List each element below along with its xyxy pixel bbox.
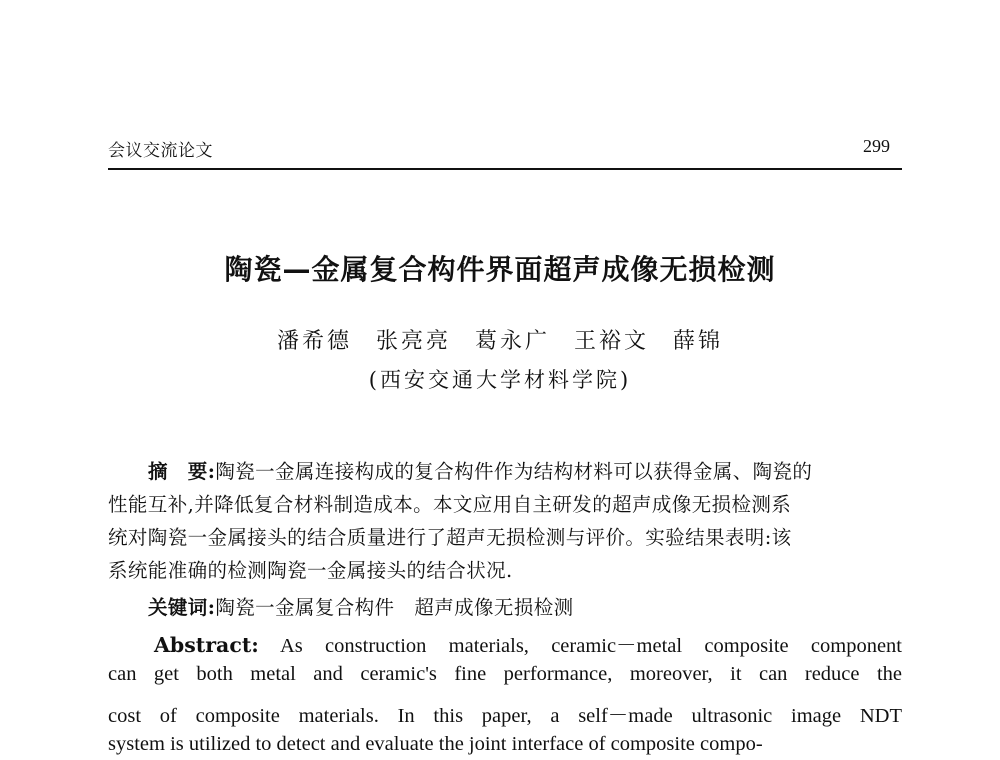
keywords-label: 关键词: — [148, 596, 216, 619]
abstract-cn-line: 系统能准确的检测陶瓷一金属接头的结合状况. — [108, 559, 513, 582]
abstract-cn-label: 摘 要: — [148, 460, 216, 483]
abstract-en-line: cost of composite materials. In this paper, a self－made ultrasonic image NDT — [108, 705, 902, 727]
affiliation: (西安交通大学材料学院) — [368, 368, 632, 392]
author-list: 潘希德 张亮亮 葛永广 王裕文 薛锦 — [277, 329, 723, 354]
abstract-en-line: can get both metal and ceramic's fine performance, moreover, it can reduce the — [108, 663, 902, 685]
header-rule — [108, 168, 902, 170]
running-head — [108, 136, 902, 160]
section-label: 会议交流论文 — [108, 141, 213, 161]
paper-title: 陶瓷—金属复合构件界面超声成像无损检测 — [224, 253, 776, 286]
abstract-cn-line — [108, 456, 902, 484]
abstract-en-line: system is utilized to detect and evaluate the joint interface of composite compo- — [108, 733, 763, 755]
abstract-en-label: Abstract: — [154, 633, 259, 657]
abstract-cn-line: 性能互补,并降低复合材料制造成本。本文应用自主研发的超声成像无损检测系 — [108, 493, 792, 516]
keywords-line — [108, 592, 902, 620]
abstract-cn-line: 统对陶瓷一金属接头的结合质量进行了超声无损检测与评价。实验结果表明:该 — [108, 526, 792, 549]
abstract-en-text: As construction materials, ceramic－metal composite component — [280, 635, 902, 657]
abstract-en-line — [108, 628, 902, 658]
keywords-text: 陶瓷一金属复合构件 超声成像无损检测 — [215, 596, 574, 619]
page-number: 299 — [863, 136, 890, 156]
abstract-cn-text: 陶瓷一金属连接构成的复合构件作为结构材料可以获得金属、陶瓷的 — [215, 460, 813, 483]
